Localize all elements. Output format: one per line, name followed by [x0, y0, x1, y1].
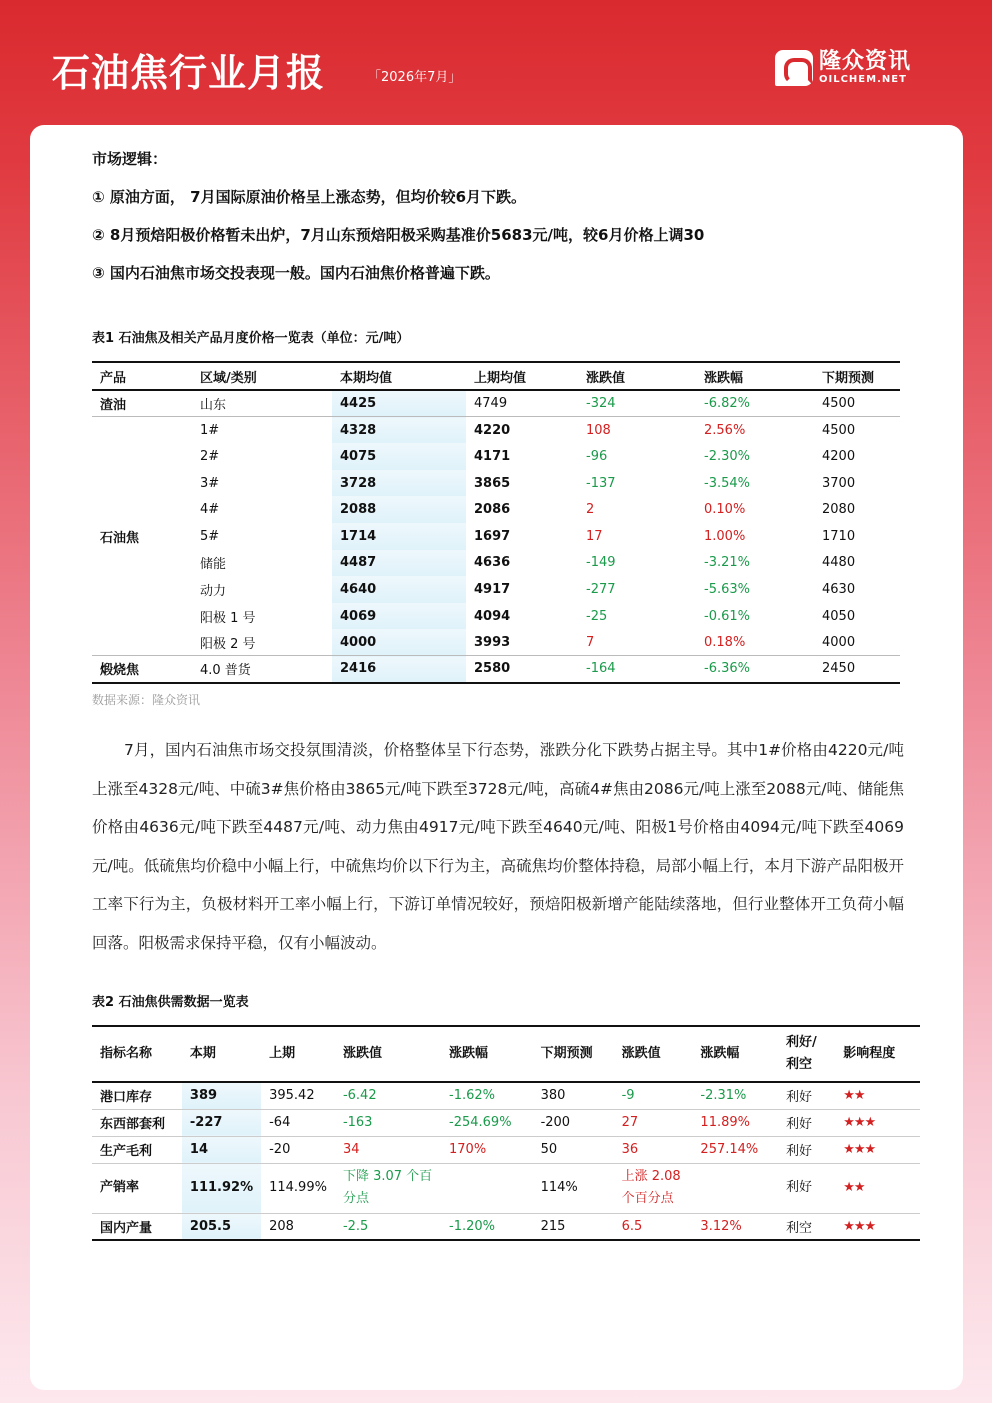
change-pct-cell: -0.61% — [704, 608, 750, 624]
current-avg-cell: 4075 — [332, 443, 466, 470]
col-header: 涨跌幅 — [700, 1046, 740, 1061]
change-pct-cell: -3.54% — [704, 475, 750, 491]
change-pct-cell: -2.30% — [704, 448, 750, 464]
previous-avg-cell: 4171 — [474, 448, 511, 464]
report-title: 石油焦行业月报 — [52, 51, 326, 95]
impact-cell: 利好 — [786, 1117, 813, 1132]
change-cell: 下降 3.07 个百分点 — [342, 1169, 433, 1206]
indicator-cell: 港口库存 — [100, 1090, 153, 1106]
region-cell: 4.0 普货 — [200, 663, 251, 679]
forecast-cell: 1710 — [822, 528, 856, 544]
forecast-change-cell: -9 — [621, 1088, 635, 1104]
current-cell: 14 — [182, 1136, 261, 1163]
table-row — [92, 656, 900, 683]
impact-cell: 利好 — [786, 1090, 813, 1106]
previous-avg-cell: 2086 — [474, 502, 511, 518]
previous-avg-cell: 4749 — [474, 396, 508, 412]
forecast-cell: 4480 — [822, 555, 856, 571]
change-cell: -2.5 — [342, 1218, 369, 1234]
previous-avg-cell: 4220 — [474, 422, 511, 438]
change-cell: -277 — [586, 581, 616, 597]
impact-level-stars: ★★ — [843, 1180, 865, 1195]
table-row — [92, 1082, 920, 1109]
product-cell: 渣油 — [100, 398, 127, 414]
table-row — [92, 417, 900, 444]
logo-icon — [775, 50, 813, 86]
current-avg-cell: 4487 — [332, 550, 466, 577]
previous-avg-cell: 4636 — [474, 555, 511, 571]
impact-cell: 利好 — [786, 1180, 813, 1195]
impact-level-stars: ★★ — [843, 1088, 865, 1104]
price-table — [92, 361, 900, 684]
forecast-cell: 4050 — [822, 608, 856, 624]
forecast-cell: 4500 — [822, 396, 856, 412]
forecast-pct-cell: -2.31% — [700, 1088, 747, 1104]
change-cell: -96 — [586, 448, 608, 464]
forecast-change-cell: 6.5 — [621, 1218, 643, 1234]
change-cell: 7 — [586, 634, 595, 650]
forecast-cell: 2450 — [822, 661, 856, 677]
previous-avg-cell: 4917 — [474, 581, 511, 597]
current-cell: 205.5 — [182, 1213, 261, 1240]
region-cell: 阳极 2 号 — [200, 636, 256, 652]
product-cell: 石油焦 — [100, 530, 140, 546]
change-cell: -25 — [586, 608, 608, 624]
region-cell: 4# — [200, 502, 220, 518]
change-cell: -324 — [586, 396, 616, 412]
current-avg-cell: 2088 — [332, 496, 466, 523]
previous-cell: -64 — [269, 1115, 291, 1130]
change-cell: 17 — [586, 528, 603, 544]
change-pct-cell: -1.20% — [449, 1218, 496, 1234]
forecast-change-cell: 27 — [621, 1115, 639, 1130]
impact-cell: 利空 — [786, 1220, 813, 1236]
table-row — [92, 523, 900, 550]
current-avg-cell: 4069 — [332, 603, 466, 630]
indicator-cell: 东西部套利 — [100, 1117, 166, 1132]
previous-avg-cell: 2580 — [474, 661, 511, 677]
col-header: 影响程度 — [843, 1046, 896, 1061]
previous-cell: 114.99% — [269, 1180, 327, 1195]
previous-avg-cell: 3993 — [474, 634, 511, 650]
impact-cell: 利好 — [786, 1144, 813, 1159]
previous-avg-cell: 1697 — [474, 528, 511, 544]
change-cell: -163 — [342, 1115, 373, 1130]
forecast-cell: 380 — [540, 1088, 566, 1104]
forecast-cell: 114% — [540, 1180, 578, 1195]
oilchem-logo — [775, 50, 911, 86]
change-cell: -137 — [586, 475, 616, 491]
col-header: 利好/利空 — [786, 1035, 817, 1072]
current-avg-cell: 4000 — [332, 629, 466, 656]
indicator-cell: 国内产量 — [100, 1220, 153, 1236]
change-pct-cell: -6.82% — [704, 396, 750, 412]
indicator-cell: 产销率 — [100, 1180, 140, 1195]
table2-caption: 表2 石油焦供需数据一览表 — [92, 995, 249, 1010]
col-header: 产品 — [100, 370, 127, 386]
forecast-pct-cell — [692, 1163, 778, 1213]
change-pct-cell: 0.10% — [704, 502, 746, 518]
report-date: 「2026年7月」 — [368, 70, 462, 85]
region-cell: 动力 — [200, 583, 227, 599]
change-cell: 108 — [586, 422, 611, 438]
col-header: 下期预测 — [540, 1046, 593, 1061]
col-header: 涨跌幅 — [449, 1046, 489, 1061]
current-cell: 111.92% — [182, 1163, 261, 1213]
col-header: 涨跌幅 — [704, 370, 744, 386]
table-row — [92, 550, 900, 577]
change-cell: -149 — [586, 555, 616, 571]
current-avg-cell: 4328 — [332, 417, 466, 444]
table-row — [92, 629, 900, 656]
market-logic — [92, 149, 932, 301]
forecast-cell: -200 — [540, 1115, 571, 1130]
table-row — [92, 1213, 920, 1240]
col-header: 区域/类别 — [200, 370, 257, 386]
change-pct-cell: -5.63% — [704, 581, 750, 597]
forecast-change-cell: 上涨 2.08 个百分点 — [621, 1169, 681, 1206]
previous-cell: -20 — [269, 1142, 291, 1157]
supply-demand-table — [92, 1025, 920, 1241]
change-pct-cell — [441, 1163, 533, 1213]
product-cell: 煅烧焦 — [100, 663, 140, 679]
table-row — [92, 470, 900, 497]
change-cell: 2 — [586, 502, 595, 518]
region-cell: 3# — [200, 475, 220, 491]
change-cell: -6.42 — [342, 1088, 377, 1104]
change-pct-cell: -3.21% — [704, 555, 750, 571]
logic-point: ③ 国内石油焦市场交投表现一般。国内石油焦价格普遍下跌。 — [92, 264, 500, 282]
change-pct-cell: 1.00% — [704, 528, 746, 544]
region-cell: 2# — [200, 448, 220, 464]
current-avg-cell: 1714 — [332, 523, 466, 550]
current-cell: 389 — [182, 1082, 261, 1109]
logic-point: ① 原油方面， 7月国际原油价格呈上涨态势，但均价较6月下跌。 — [92, 188, 527, 206]
impact-level-stars: ★★★ — [843, 1115, 876, 1130]
region-cell: 储能 — [200, 557, 227, 573]
current-avg-cell: 2416 — [332, 656, 466, 683]
forecast-pct-cell: 3.12% — [700, 1218, 742, 1234]
col-header: 本期 — [189, 1046, 216, 1061]
col-header: 本期均值 — [340, 370, 393, 386]
table-row — [92, 603, 900, 630]
col-header: 下期预测 — [822, 370, 875, 386]
impact-level-stars: ★★★ — [843, 1142, 876, 1157]
current-avg-cell: 4640 — [332, 576, 466, 603]
forecast-cell: 4630 — [822, 581, 856, 597]
change-cell: 34 — [342, 1142, 360, 1157]
analysis-paragraph: 7月，国内石油焦市场交投氛围清淡，价格整体呈下行态势，涨跌分化下跌势占据主导。其中1#价格由4220元/吨上涨至4328元/吨、中硫3#焦价格由3865元/吨下跌至3728元/吨，高硫4#焦由2086元/吨上涨至2088元/吨、储能焦价格由4636元/吨下跌至4487元/吨、动力焦由4917元/吨下跌至4640元/吨、阳极1号价格由4094元/吨下跌至4069元/吨。低硫焦均价稳中小幅上行，中硫焦均价以下行为主，高硫焦均价整体持稳，局部小幅上行，本月下游产品阳极开工率下行为主，负极材料开工率小幅上行，下游订单情况较好，预焙阳极新增产能陆续落地，但行业整体开工负荷小幅回落。阳极需求保持平稳，仅有小幅波动。 — [92, 741, 904, 952]
col-header: 上期均值 — [474, 370, 527, 386]
change-cell: -164 — [586, 661, 616, 677]
change-pct-cell: 170% — [449, 1142, 487, 1157]
forecast-cell: 215 — [540, 1218, 566, 1234]
forecast-pct-cell: 11.89% — [700, 1115, 750, 1130]
report-header — [0, 0, 992, 125]
previous-cell: 395.42 — [269, 1088, 315, 1104]
forecast-cell: 3700 — [822, 475, 856, 491]
previous-cell: 208 — [269, 1218, 294, 1234]
region-cell: 5# — [200, 528, 220, 544]
table-row — [92, 576, 900, 603]
forecast-pct-cell: 257.14% — [700, 1142, 759, 1157]
impact-level-stars: ★★★ — [843, 1218, 876, 1234]
table-row — [92, 1109, 920, 1136]
table-header-row — [92, 1026, 920, 1082]
previous-avg-cell: 3865 — [474, 475, 511, 491]
table-row — [92, 443, 900, 470]
region-cell: 1# — [200, 422, 220, 438]
forecast-cell: 4000 — [822, 634, 856, 650]
logo-cn: 隆众资讯 — [819, 49, 912, 74]
col-header: 涨跌值 — [621, 1046, 661, 1061]
col-header: 涨跌值 — [342, 1046, 382, 1061]
content-card — [30, 125, 963, 1390]
data-source: 数据来源：隆众资讯 — [92, 693, 201, 707]
table-row — [92, 496, 900, 523]
indicator-cell: 生产毛利 — [100, 1144, 153, 1159]
table-header-row — [92, 362, 900, 390]
change-pct-cell: -6.36% — [704, 661, 750, 677]
change-pct-cell: 0.18% — [704, 634, 746, 650]
current-avg-cell: 3728 — [332, 470, 466, 497]
col-header: 涨跌值 — [586, 370, 626, 386]
col-header: 上期 — [269, 1046, 296, 1061]
previous-avg-cell: 4094 — [474, 608, 511, 624]
change-pct-cell: 2.56% — [704, 422, 746, 438]
forecast-cell: 50 — [540, 1142, 558, 1157]
logo-en: OILCHEM.NET — [819, 74, 907, 85]
table-row — [92, 1136, 920, 1163]
change-pct-cell: -1.62% — [449, 1088, 496, 1104]
forecast-change-cell: 36 — [621, 1142, 639, 1157]
col-header: 指标名称 — [100, 1046, 153, 1061]
logic-heading: 市场逻辑： — [92, 150, 168, 168]
current-cell: -227 — [182, 1109, 261, 1136]
region-cell: 山东 — [200, 398, 227, 414]
region-cell: 阳极 1 号 — [200, 610, 256, 626]
current-avg-cell: 4425 — [332, 390, 466, 417]
forecast-cell: 4200 — [822, 448, 856, 464]
forecast-cell: 4500 — [822, 422, 856, 438]
change-pct-cell: -254.69% — [449, 1115, 512, 1130]
logic-point: ② 8月预焙阳极价格暂未出炉，7月山东预焙阳极采购基准价5683元/吨，较6月价格上调30 — [92, 226, 705, 244]
table-row — [92, 390, 900, 417]
forecast-cell: 2080 — [822, 502, 856, 518]
table-row — [92, 1163, 920, 1213]
table1-caption: 表1 石油焦及相关产品月度价格一览表（单位：元/吨） — [92, 331, 410, 346]
